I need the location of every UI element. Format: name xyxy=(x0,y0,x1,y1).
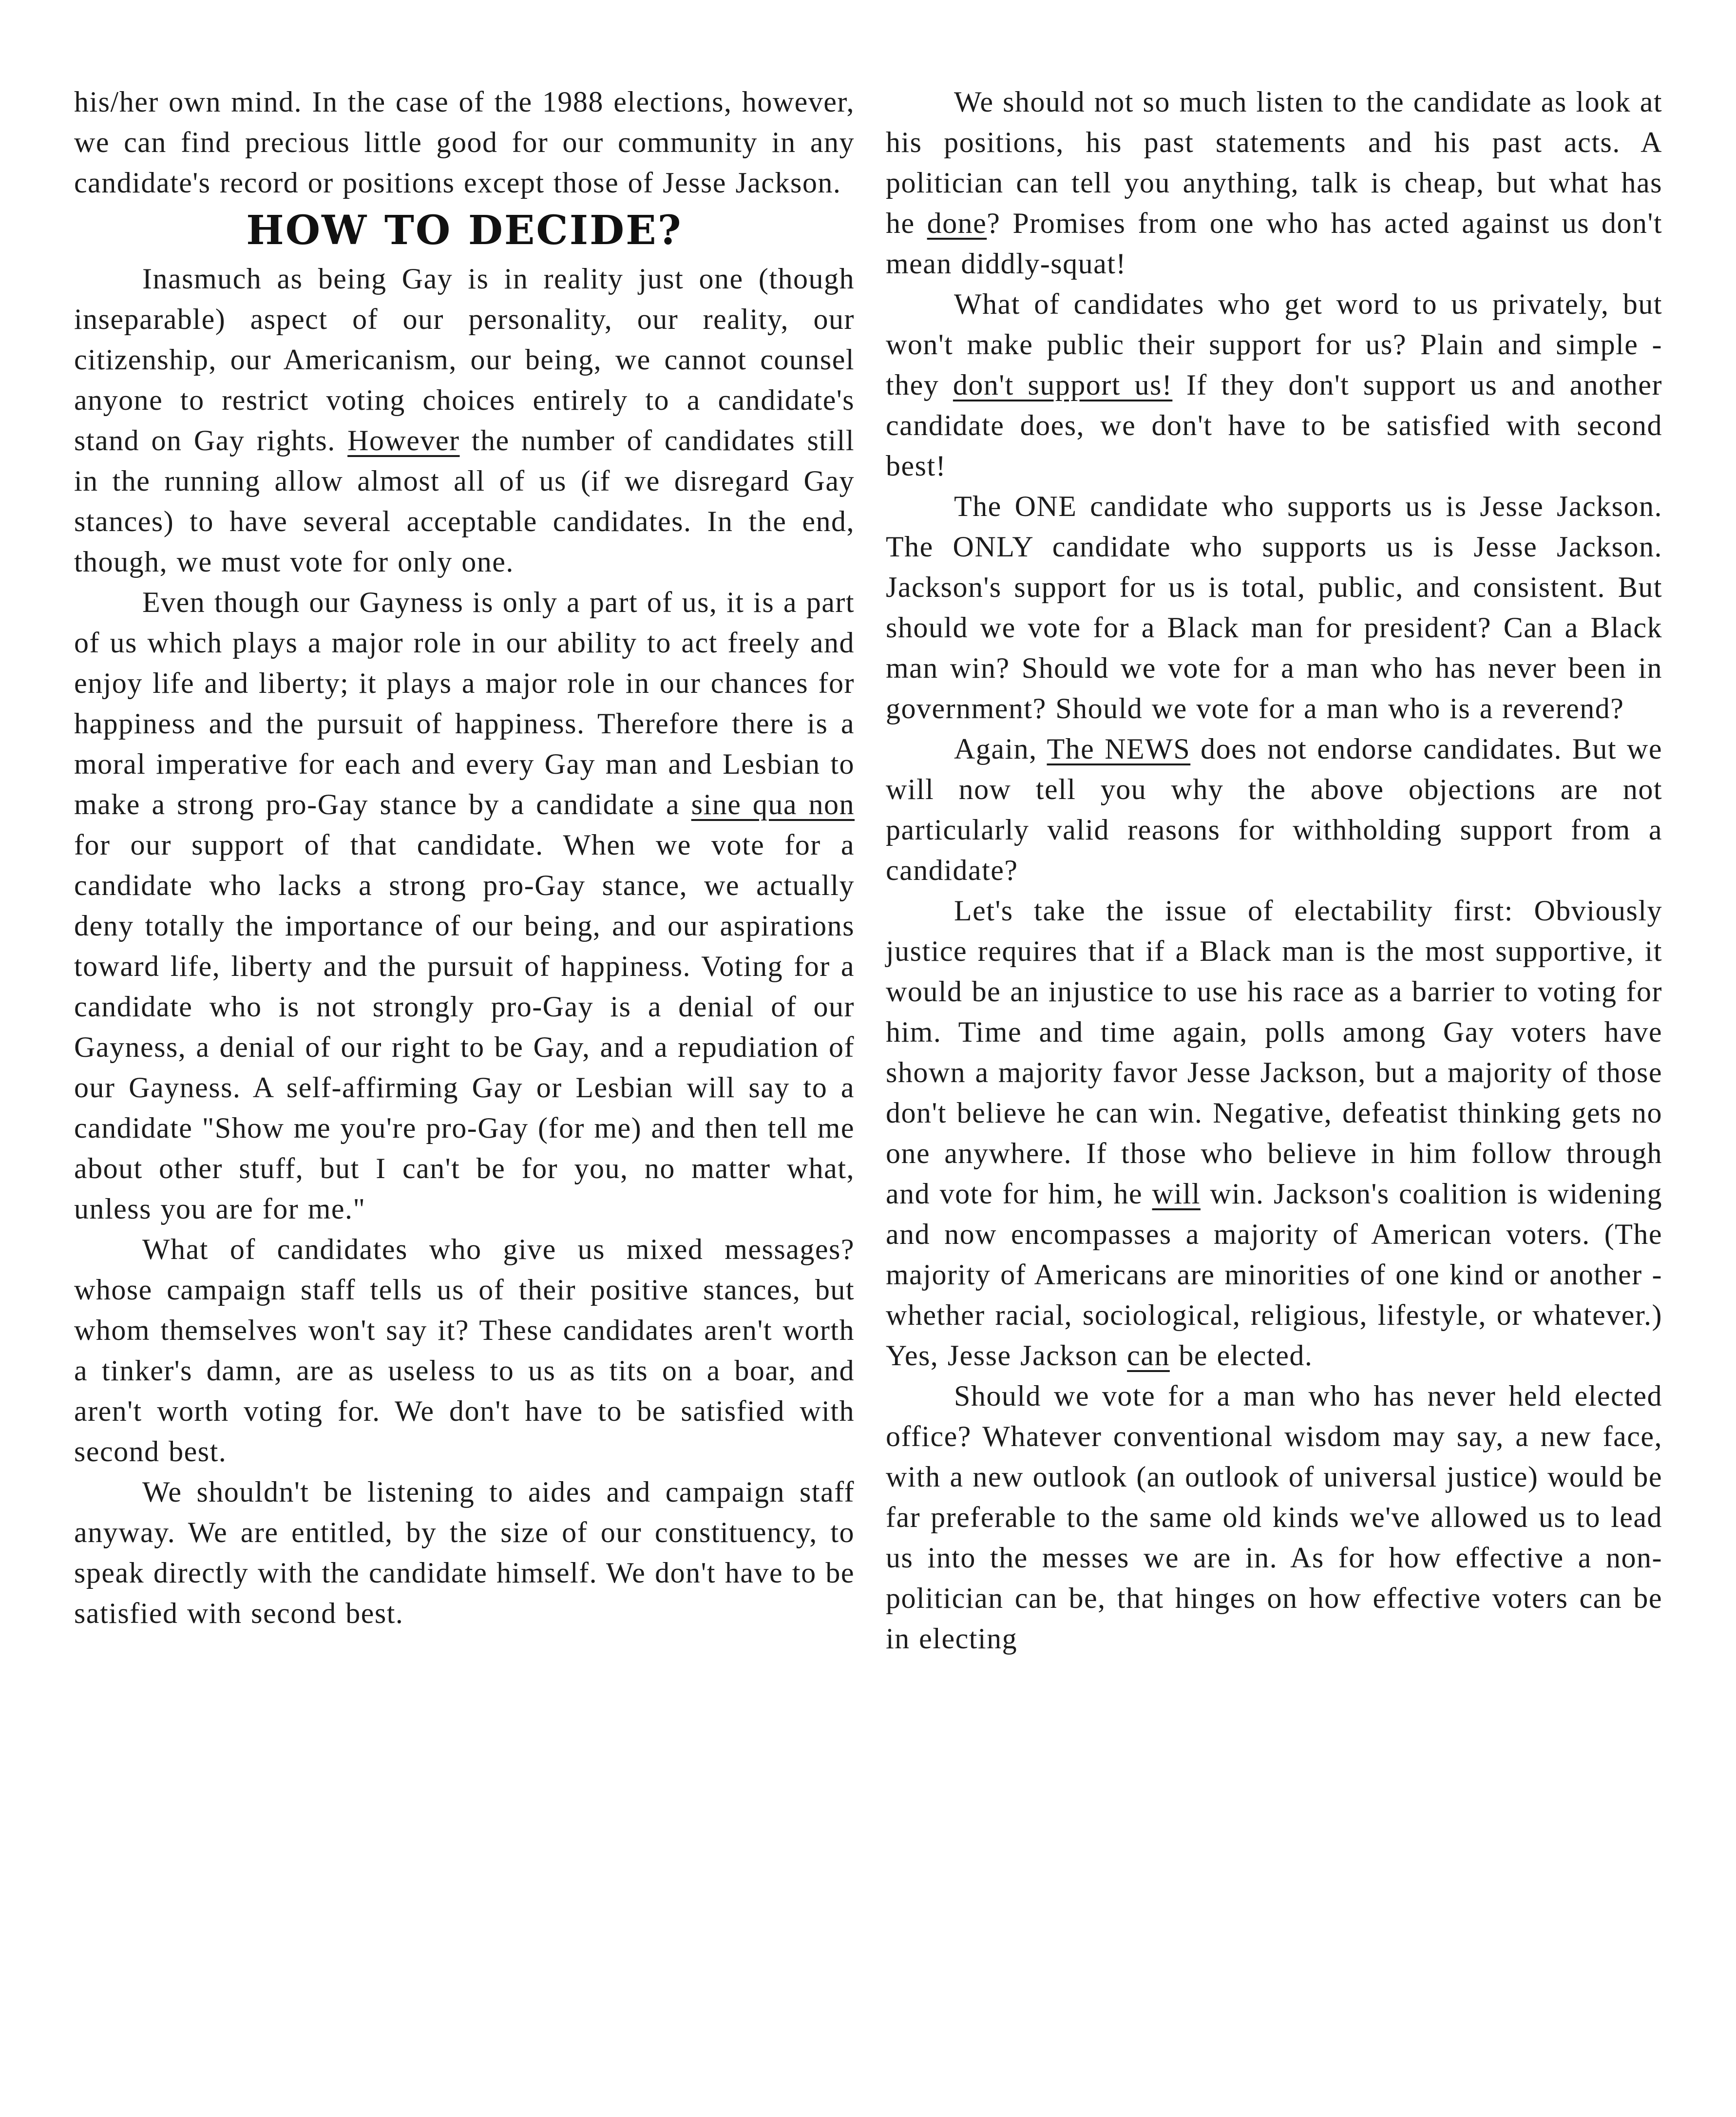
body-paragraph xyxy=(886,82,1662,284)
text-run: What of candidates who give us mixed messages? whose campaign staff tells us of their positive stances, but whom themselves won't say it? These candidates aren't worth a tinker's damn, are as useless to us as tits on a boar, and aren't worth voting for. We don't have to be satisfied with second best. xyxy=(74,1233,855,1468)
text-run: We should not so much listen to the candidate as look at his positions, his past statements and his past acts. A politician can tell you anything, talk is cheap, but what has he xyxy=(886,86,1662,239)
text-run: the number of candidates still in the running allow almost all of us (if we disregard Gay stances) to have several acceptable candidates. In the end, though, we must vote for only one. xyxy=(74,424,855,578)
left-column xyxy=(74,82,855,1634)
text-run: does not endorse candidates. But we will now tell you why the above objections are not particularly valid reasons for withholding support from a candidate? xyxy=(886,733,1663,886)
intro-paragraph: his/her own mind. In the case of the 1988 elections, however, we can find precious little good for our community in any candidate's record or positions except those of Jesse Jackson. xyxy=(74,86,855,199)
body-paragraph xyxy=(886,891,1662,1376)
text-run: ? Promises from one who has acted against us don't mean diddly-squat! xyxy=(886,207,1662,280)
body-paragraph xyxy=(886,486,1662,729)
right-paragraphs xyxy=(886,82,1662,1659)
text-run: The ONE candidate who supports us is Jesse Jackson. The ONLY candidate who supports us is Jesse Jackson. Jackson's support for us is total, public, and consistent. But should we vote for a Black man for president? Can a Black man win? Should we vote for a man who has never been in government? Should we vote for a man who is a reverend? xyxy=(886,490,1662,725)
emphasized-text: However xyxy=(347,424,460,457)
text-run: for our support of that candidate. When we vote for a candidate who lacks a strong pro-Gay stance, we actually deny totally the importance of our being, and our aspirations toward life, liberty and the pursuit of happiness. Voting for a candidate who is not strongly pro-Gay is a denial of our Gayness, a denial of our right to be Gay, and a repudiation of our Gayness. A self-affirming Gay or Lesbian will say to a candidate "Show me you're pro-Gay (for me) and then tell me about other stuff, but I can't be for you, no matter what, unless you are for me." xyxy=(74,829,855,1225)
right-column xyxy=(886,82,1662,1659)
body-paragraph xyxy=(886,729,1662,891)
emphasized-text: The NEWS xyxy=(1047,733,1191,765)
body-paragraph xyxy=(74,259,855,582)
text-run: be elected. xyxy=(1169,1339,1313,1372)
emphasized-text: sine qua non xyxy=(691,788,855,820)
emphasized-text: done xyxy=(927,207,987,239)
text-run: Let's take the issue of electability first: Obviously justice requires that if a Black man is the most supportive, it would be an injustice to use his race as a barrier to voting for him. Time and time again, polls among Gay voters have shown a majority favor Jesse Jackson, but a majority of those don't believe he can win. Negative, defeatist thinking gets no one anywhere. If those who believe in him follow through and vote for him, he xyxy=(886,895,1662,1210)
text-run: Inasmuch as being Gay is in reality just one (though inseparable) aspect of our personality, our reality, our citizenship, our Americanism, our being, we cannot counsel anyone to restrict voting choices entirely to a candidate's stand on Gay rights. xyxy=(74,263,855,457)
body-paragraph xyxy=(74,1472,855,1634)
text-run: Even though our Gayness is only a part of us, it is a part of us which plays a major role in our ability to act freely and enjoy life and liberty; it plays a major role in our chances for happiness and the pursuit of happiness. Therefore there is a moral imperative for each and every Gay man and Lesbian to make a strong pro-Gay stance by a candidate a xyxy=(74,586,855,820)
text-run: Should we vote for a man who has never held elected office? Whatever conventional wisdom may say, a new face, with a new outlook (an outlook of universal justice) would be far preferable to the same old kinds we've allowed us to lead us into the messes we are in. As for how effective a non-politician can be, that hinges on how effective voters can be in electing xyxy=(886,1380,1662,1655)
left-paragraphs xyxy=(74,259,855,1634)
text-run: win. Jackson's coalition is widening and now encompasses a majority of American voters. (The majority of Americans are minorities of one kind or another - whether racial, sociological, religious, lifestyle, or whatever.) Yes, Jesse Jackson xyxy=(886,1178,1662,1372)
emphasized-text: can xyxy=(1127,1339,1170,1372)
text-run: Again, xyxy=(954,733,1047,765)
section-heading: HOW TO DECIDE? xyxy=(246,207,683,254)
body-paragraph xyxy=(886,1376,1662,1659)
body-paragraph xyxy=(74,1229,855,1472)
body-paragraph xyxy=(886,284,1662,486)
text-run: If they don't support us and another candidate does, we don't have to be satisfied with second best! xyxy=(886,369,1662,482)
emphasized-text: will xyxy=(1152,1178,1201,1210)
emphasized-text: don't support us! xyxy=(953,369,1173,401)
text-run: We shouldn't be listening to aides and campaign staff anyway. We are entitled, by the size of our constituency, to speak directly with the candidate himself. We don't have to be satisfied with second best. xyxy=(74,1476,855,1629)
body-paragraph xyxy=(74,582,855,1229)
text-run: What of candidates who get word to us privately, but won't make public their support for us? Plain and simple - they xyxy=(886,288,1662,401)
